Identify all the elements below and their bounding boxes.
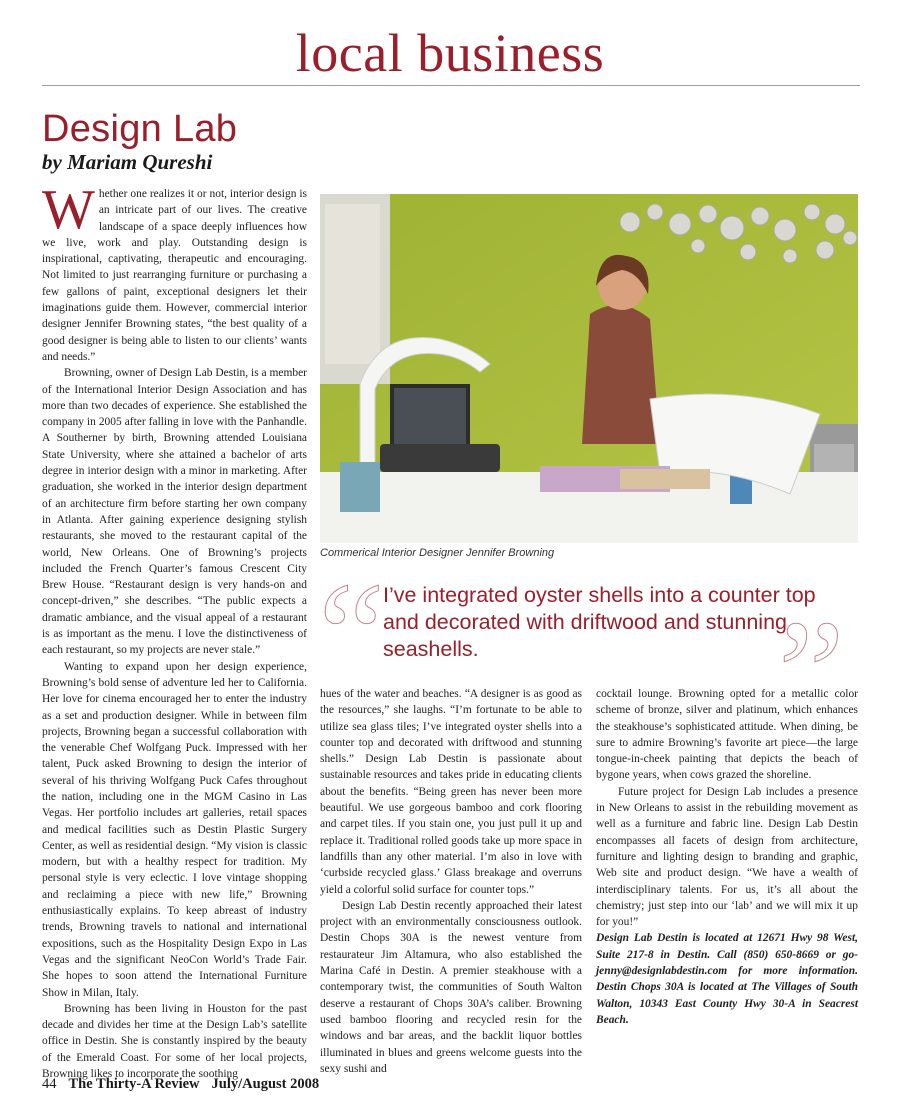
designer-photo [320,194,858,543]
paragraph: Browning, owner of Design Lab Destin, is a member of the International Interior Design Association and has more than two decades of experience. She established the company in 2005 after falling in love with the Panhandle. A Southerner by birth, Browning attended Louisiana State University, where she attained a bachelor of arts degree in interior design with a minor in marketing. After graduation, she worked in the interior design department of an architecture firm before starting her own company in Atlanta. After gaining experience designing stylish restaurants, she moved to the restaurant capital of the world, New Orleans. One of Browning’s projects included the French Quarter’s famous Crescent City Brew House. “Restaurant design is very hands-on and concept-driven,” she describes. “The public expects a dramatic ambiance, and the visual appeal of a restaurant is as important as the menu. I love the distinctiveness of each restaurant, so my projects are never stale.” [42,367,307,657]
issue-date: July/August 2008 [211,1076,320,1092]
paragraph: Design Lab Destin recently approached their latest project with an environmentally consciousness outlook. Destin Chops 30A is the newest venture from restaurateur Jim Altamura, who also established the Marina Café in Destin. A premier steakhouse with a contemporary twist, the communities of South Walton deserve a restaurant of Chops 30A’s caliber. Browning used bamboo flooring and recycled resin for the windows and bar areas, and the backlit liquor bottles illuminated in blues and greens welcome guests into the sexy sushi and [320,899,582,1075]
paragraph: Wanting to expand upon her design experience, Browning’s bold sense of adventure led her to California. Her love for cinema encouraged her to enter the industry as a set and production designer. While in between film projects, Browning began a successful collaboration with the venerable Chef Wolfgang Puck. Impressed with her talent, Puck asked Browning to design the interior of several of his thriving Wolfgang Puck Cafes throughout the nation, including one in the MGM Casino in Las Vegas. Her portfolio includes art galleries, retail spaces and medical facilities such as Destin Plastic Surgery Center, as well as residential design. “My vision is classic modern, but with a healthy respect for tradition. My personal style is very eclectic. I love vintage shopping and reclaiming a piece with new life,” Browning enthusiastically explains. To keep abreast of industry trends, Browning travels to national and international expositions, such as the Hospitality Design Expo in Las Vegas and the significant NeoCon World’s Trade Fair. She hopes to soon attend the International Furniture Show in Milan, Italy. [42,660,307,999]
paragraph: hues of the water and beaches. “A designer is as good as the resources,” she laughs. “I’m fortunate to be able to utilize sea glass tiles; I’ve integrated oyster shells into a counter top and decorated with driftwood and stunning shells.” Design Lab Destin is passionate about sustainable resources and takes pride in educating clients about the benefits. “Being green has never been more beautiful. We use gorgeous bamboo and cork flooring and carpet tiles. If you stain one, you just pull it up and replace it. Traditional rolled goods take up more space in landfills than any other material. I’m also in love with ‘curbside recycled glass.’ Glass breakage and overruns yield a colorful solid surface for counter tops.” [320,688,582,896]
article-column-2 [320,686,582,1077]
paragraph: cocktail lounge. Browning opted for a metallic color scheme of bronze, silver and platinum, which enhances the steakhouse’s sophisticated attitude. When dining, be sure to admire Browning’s favorite art piece—the large tongue-in-cheek painting that depicts the beach of bygone years, when cows grazed the shoreline. [596,688,858,782]
open-quote-mark: “ [318,552,385,718]
photo-caption: Commerical Interior Designer Jennifer Browning [320,547,555,559]
section-title: local business [295,23,605,83]
title-divider [42,85,860,86]
pull-quote: I’ve integrated oyster shells into a counter top and decorated with driftwood and stunning seashells. [383,583,816,661]
drop-cap: W [42,179,95,241]
location-note: Design Lab Destin is located at 12671 Hwy 98 West, Suite 217-8 in Destin. Call (850) 650-8669 or go-jenny@designlabdestin.com for more information. Destin Chops 30A is located at The Villages of South Walton, 10343 East County Hwy 30-A in Seacrest Beach. [596,932,858,1026]
page-number: 44 [42,1076,57,1092]
paragraph [42,179,307,365]
close-quote-mark: ” [778,590,845,756]
paragraph: Future project for Design Lab includes a presence in New Orleans to assist in the rebuilding movement as well as a furniture and fabric line. Design Lab Destin encompasses all facets of design from architecture, furniture and lighting design to branding and graphic, Web site and product design. “We have a wealth of interdisciplinary talents. For us, it’s all about the chemistry; just step into our ‘lab’ and we will mix it up for you!” [596,785,858,929]
article-headline: Design Lab [42,108,238,150]
paragraph-text: hether one realizes it or not, interior design is an intricate part of our lives. The creative landscape of a space deeply influences how we live, work and play. Outstanding design is inspirational, captivating, therapeutic and encouraging. Not limited to just rearranging furniture or purchasing a few gallons of paint, exceptional designers let their imaginations guide them. However, commercial interior designer Jennifer Browning states, “the best quality of a good designer is being able to listen to our clients’ wants and needs.” [42,188,307,363]
paragraph: Browning has been living in Houston for the past decade and divides her time at the Design Lab’s satellite office in Destin. She is constantly inspired by the beauty of the Emerald Coast. For some of her local projects, Browning likes to incorporate the soothing [42,1002,307,1081]
article-column-1 [42,179,307,1082]
publication-name: The Thirty-A Review [68,1076,200,1092]
article-byline: by Mariam Qureshi [42,150,213,174]
page-footer [42,1076,331,1093]
article-column-3 [596,686,858,1028]
